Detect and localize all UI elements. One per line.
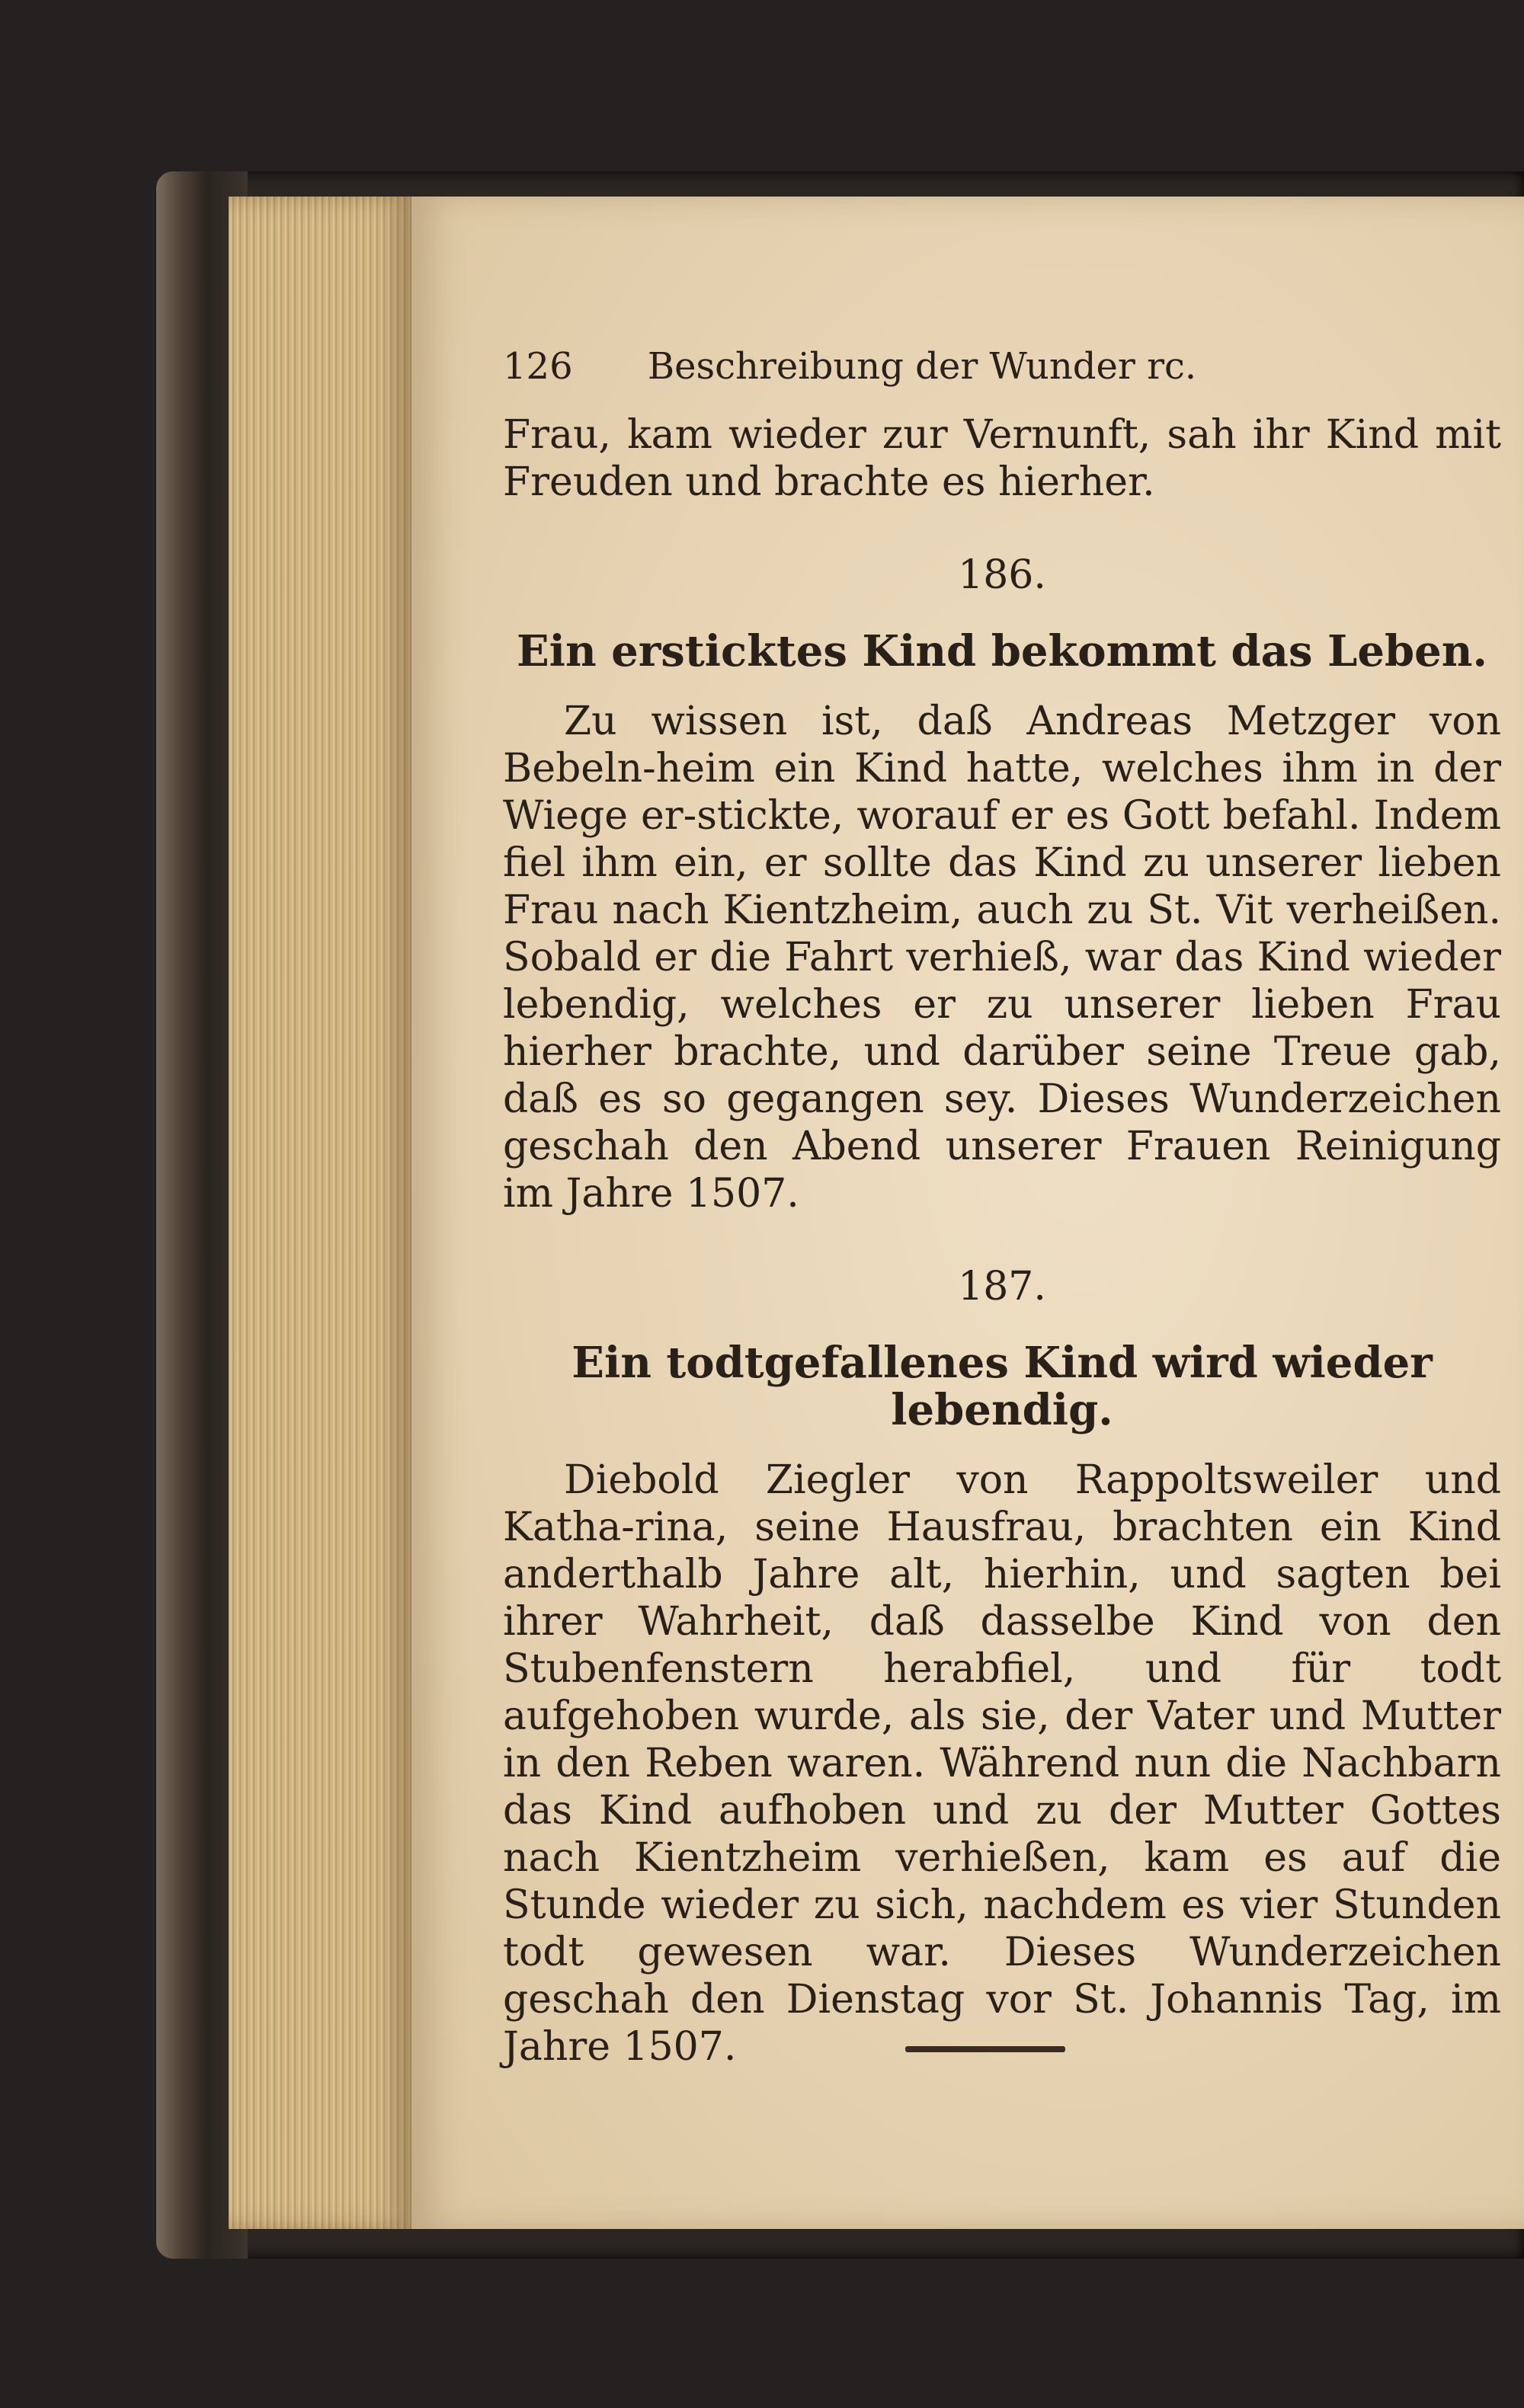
section-number-187: 187.	[958, 1264, 1046, 1310]
running-title: Beschreibung der Wunder rc.	[647, 345, 1197, 388]
section-number-186: 186.	[958, 552, 1046, 598]
end-rule	[905, 2046, 1065, 2052]
page-text	[503, 343, 1501, 2071]
section-title-186: Ein ersticktes Kind bekommt das Leben.	[517, 626, 1487, 676]
running-header	[503, 343, 1303, 390]
page-number: 126	[503, 345, 573, 388]
page-fore-edge	[229, 197, 411, 2229]
section-body-186: Zu wissen ist, daß Andreas Metzger von Bebeln-heim ein Kind hatte, welches ihm in der Wiege er-stickte, worauf er es Gott befahl. Indem fiel ihm ein, er sollte das Kind zu unserer lieben Frau nach Kientzheim, auch zu St. Vit verheißen. Sobald er die Fahrt verhieß, war das Kind wieder lebendig, welches er zu unserer lieben Frau hierher brachte, und darüber seine Treue gab, daß es so gegangen sey. Dieses Wunderzeichen geschah den Abend unserer Frauen Reinigung im Jahre 1507.	[503, 699, 1501, 1217]
section-body-187: Diebold Ziegler von Rappoltsweiler und Katha-rina, seine Hausfrau, brachten ein Kind anderthalb Jahre alt, hierhin, und sagten bei ihrer Wahrheit, daß dasselbe Kind von den Stubenfenstern herabfiel, und für todt aufgehoben wurde, als sie, der Vater und Mutter in den Reben waren. Während nun die Nachbarn das Kind aufhoben und zu der Mutter Gottes nach Kientzheim verhießen, kam es auf die Stunde wieder zu sich, nachdem es vier Stunden todt gewesen war. Dieses Wunderzeichen geschah den Dienstag vor St. Johannis Tag, im Jahre 1507.	[503, 1457, 1501, 2070]
section-title-187: Ein todtgefallenes Kind wird wieder lebendig.	[572, 1338, 1433, 1435]
continuation-paragraph: Frau, kam wieder zur Vernunft, sah ihr Kind mit Freuden und brachte es hierher.	[503, 412, 1501, 505]
